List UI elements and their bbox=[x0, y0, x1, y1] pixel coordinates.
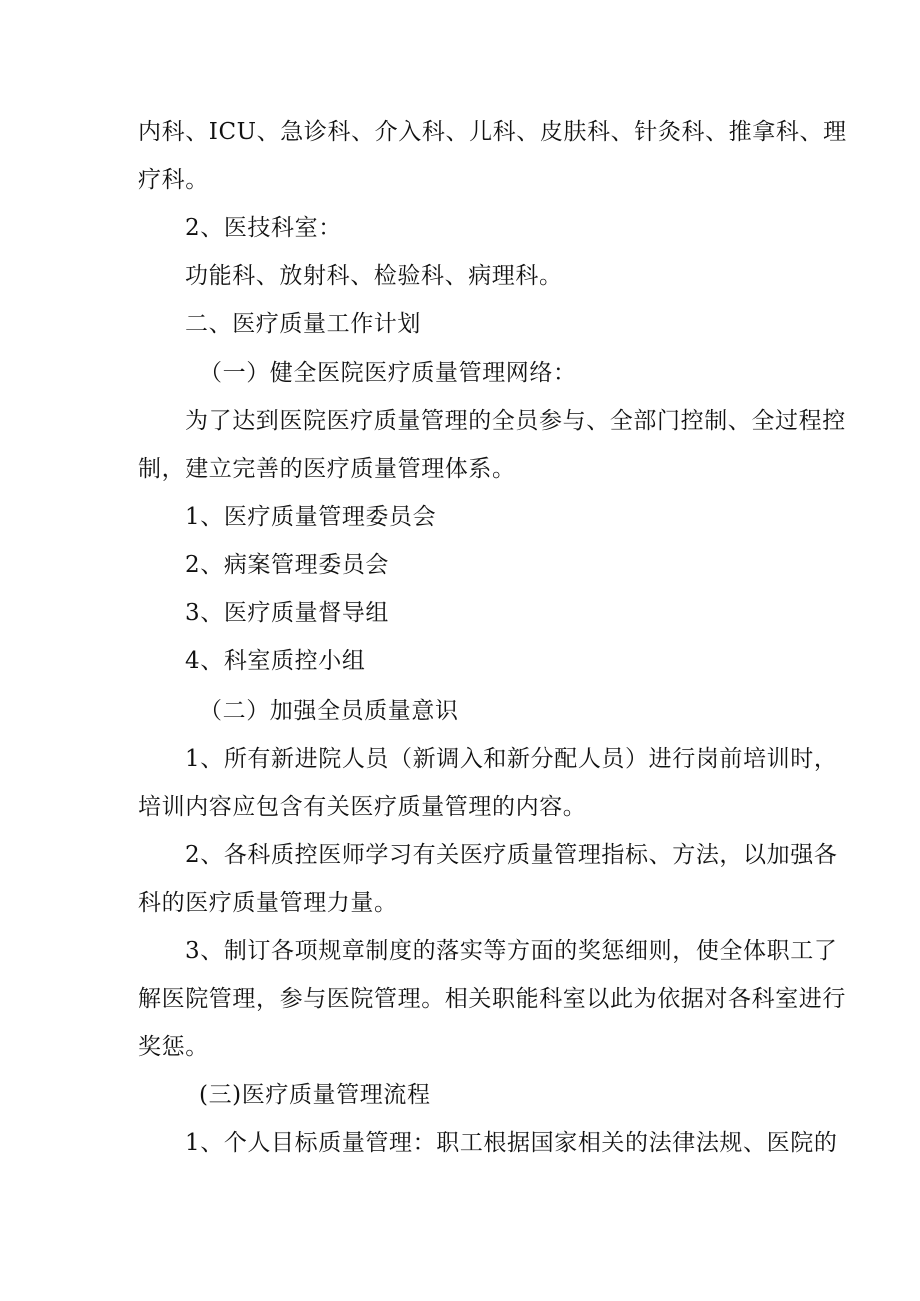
text-line: 功能科、放射科、检验科、病理科。 bbox=[185, 263, 563, 289]
text-line: 制，建立完善的医疗质量管理体系。 bbox=[138, 456, 516, 482]
text-line: 2、各科质控医师学习有关医疗质量管理指标、方法，以加强各 bbox=[185, 842, 838, 868]
text-line: 1、所有新进院人员（新调入和新分配人员）进行岗前培训时， bbox=[185, 746, 838, 772]
subsection-heading: （二）加强全员质量意识 bbox=[199, 698, 459, 724]
text-line: 为了达到医院医疗质量管理的全员参与、全部门控制、全过程控 bbox=[185, 408, 846, 434]
subsection-heading: (三)医疗质量管理流程 bbox=[199, 1082, 431, 1108]
text-line: 奖惩。 bbox=[138, 1034, 209, 1060]
list-item: 4、科室质控小组 bbox=[185, 648, 366, 674]
subsection-heading: （一）健全医院医疗质量管理网络： bbox=[199, 360, 577, 386]
text-line: 疗科。 bbox=[138, 167, 209, 193]
section-heading: 二、医疗质量工作计划 bbox=[185, 311, 421, 337]
text-line: 1、个人目标质量管理：职工根据国家相关的法律法规、医院的 bbox=[185, 1130, 838, 1156]
text-line: 2、医技科室： bbox=[185, 215, 342, 241]
text-line: 解医院管理，参与医院管理。相关职能科室以此为依据对各科室进行 bbox=[138, 986, 846, 1012]
list-item: 2、病案管理委员会 bbox=[185, 552, 390, 578]
text-line: 内科、ICU、急诊科、介入科、儿科、皮肤科、针灸科、推拿科、理 bbox=[138, 119, 847, 145]
text-line: 3、制订各项规章制度的落实等方面的奖惩细则，使全体职工了 bbox=[185, 938, 838, 964]
list-item: 3、医疗质量督导组 bbox=[185, 600, 390, 626]
text-line: 培训内容应包含有关医疗质量管理的内容。 bbox=[138, 794, 587, 820]
list-item: 1、医疗质量管理委员会 bbox=[185, 504, 437, 530]
text-line: 科的医疗质量管理力量。 bbox=[138, 890, 398, 916]
